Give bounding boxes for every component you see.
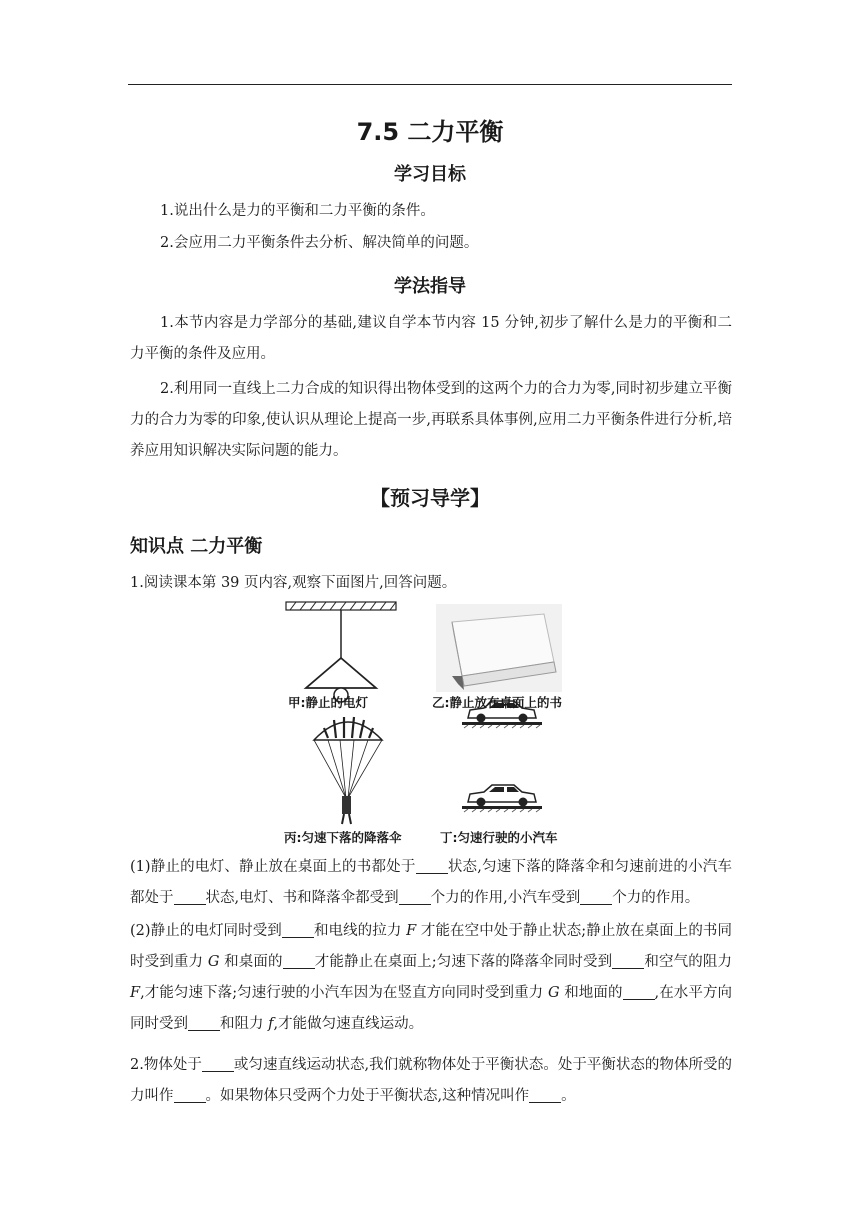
goal-item-2: 2.会应用二力平衡条件去分析、解决简单的问题。 xyxy=(160,235,479,251)
answer-blank[interactable] xyxy=(399,890,431,906)
text-segment: 个力的作用。 xyxy=(612,890,700,906)
caption-car: 丁:匀速行驶的小汽车 xyxy=(440,830,558,845)
answer-blank[interactable] xyxy=(174,890,206,906)
question-1-intro: 1.阅读课本第 39 页内容,观察下面图片,回答问题。 xyxy=(130,575,457,591)
car-illustration-2 xyxy=(462,785,542,812)
text-segment: 和桌面的 xyxy=(219,954,283,970)
knowledge-heading: 知识点 二力平衡 xyxy=(130,536,263,557)
goals-heading: 学习目标 xyxy=(394,164,466,185)
text-segment: 和阻力 xyxy=(220,1016,269,1032)
answer-blank[interactable] xyxy=(529,1088,561,1104)
text-segment: ,才能做匀速直线运动。 xyxy=(273,1016,424,1032)
text-segment: 和空气的阻力 xyxy=(644,954,733,970)
method-item-2: 2.利用同一直线上二力合成的知识得出物体受到的这两个力的合力为零,同时初步建立平衡力的合力为零的印象,使认识从理论上提高一步,再联系具体事例,应用二力平衡条件进行分析,培养应用知识解决实际问题的能力。 xyxy=(130,381,732,459)
parachute-illustration xyxy=(314,717,382,824)
variable-G: G xyxy=(207,954,220,970)
text-segment: 状态,匀速下落的降落伞和匀速前进的小汽车都处于 xyxy=(130,859,732,906)
question-1-part-1 xyxy=(130,852,732,914)
text-segment: 才能在空中处于静止状态;静止放在桌面上的书同时受到重力 xyxy=(130,923,732,970)
text-segment: 和电线的拉力 xyxy=(313,923,407,939)
text-segment: (1)静止的电灯、静止放在桌面上的书都处于 xyxy=(130,859,416,875)
method-heading: 学法指导 xyxy=(394,276,466,297)
header-rule xyxy=(128,84,732,85)
page-title: 7.5 二力平衡 xyxy=(356,118,504,146)
variable-F: F xyxy=(130,985,141,1001)
method-item-1: 1.本节内容是力学部分的基础,建议自学本节内容 15 分钟,初步了解什么是力的平衡和二力平衡的条件及应用。 xyxy=(130,315,732,362)
preview-heading: 【预习导学】 xyxy=(370,486,490,510)
text-segment: 状态,电灯、书和降落伞都受到 xyxy=(205,890,399,906)
book-illustration xyxy=(436,604,562,692)
question-1-part-2 xyxy=(130,916,732,1040)
text-segment: ,在水平方向同时受到 xyxy=(130,985,733,1032)
answer-blank[interactable] xyxy=(416,859,448,875)
goal-item-1: 1.说出什么是力的平衡和二力平衡的条件。 xyxy=(160,203,435,219)
answer-blank[interactable] xyxy=(282,923,314,939)
answer-blank[interactable] xyxy=(612,954,644,970)
caption-book: 乙:静止放在桌面上的书 xyxy=(432,695,562,710)
text-segment: 或匀速直线运动状态,我们就称物体处于平衡状态。处于平衡状态的物体所受的力叫作 xyxy=(130,1057,732,1104)
answer-blank[interactable] xyxy=(188,1016,220,1032)
text-segment: 个力的作用,小汽车受到 xyxy=(430,890,581,906)
answer-blank[interactable] xyxy=(283,954,315,970)
force-examples-figure xyxy=(276,600,586,850)
variable-f: f xyxy=(268,1016,274,1032)
text-segment: ,才能匀速下落;匀速行驶的小汽车因为在竖直方向同时受到重力 xyxy=(140,985,548,1001)
hanging-lamp-illustration xyxy=(286,602,396,702)
answer-blank[interactable] xyxy=(202,1057,234,1073)
variable-G: G xyxy=(547,985,560,1001)
answer-blank[interactable] xyxy=(174,1088,206,1104)
answer-blank[interactable] xyxy=(623,985,655,1001)
text-segment: (2)静止的电灯同时受到 xyxy=(130,923,282,939)
text-segment: 2.物体处于 xyxy=(130,1057,202,1073)
text-segment: 。 xyxy=(561,1088,576,1104)
text-segment: 才能静止在桌面上;匀速下落的降落伞同时受到 xyxy=(314,954,613,970)
variable-F: F xyxy=(406,923,417,939)
caption-parachute: 丙:匀速下落的降落伞 xyxy=(284,830,402,845)
question-2 xyxy=(130,1050,732,1112)
caption-lamp: 甲:静止的电灯 xyxy=(288,695,368,710)
text-segment: 和地面的 xyxy=(559,985,623,1001)
text-segment: 。如果物体只受两个力处于平衡状态,这种情况叫作 xyxy=(205,1088,530,1104)
figure-drawings xyxy=(276,600,586,850)
answer-blank[interactable] xyxy=(580,890,612,906)
